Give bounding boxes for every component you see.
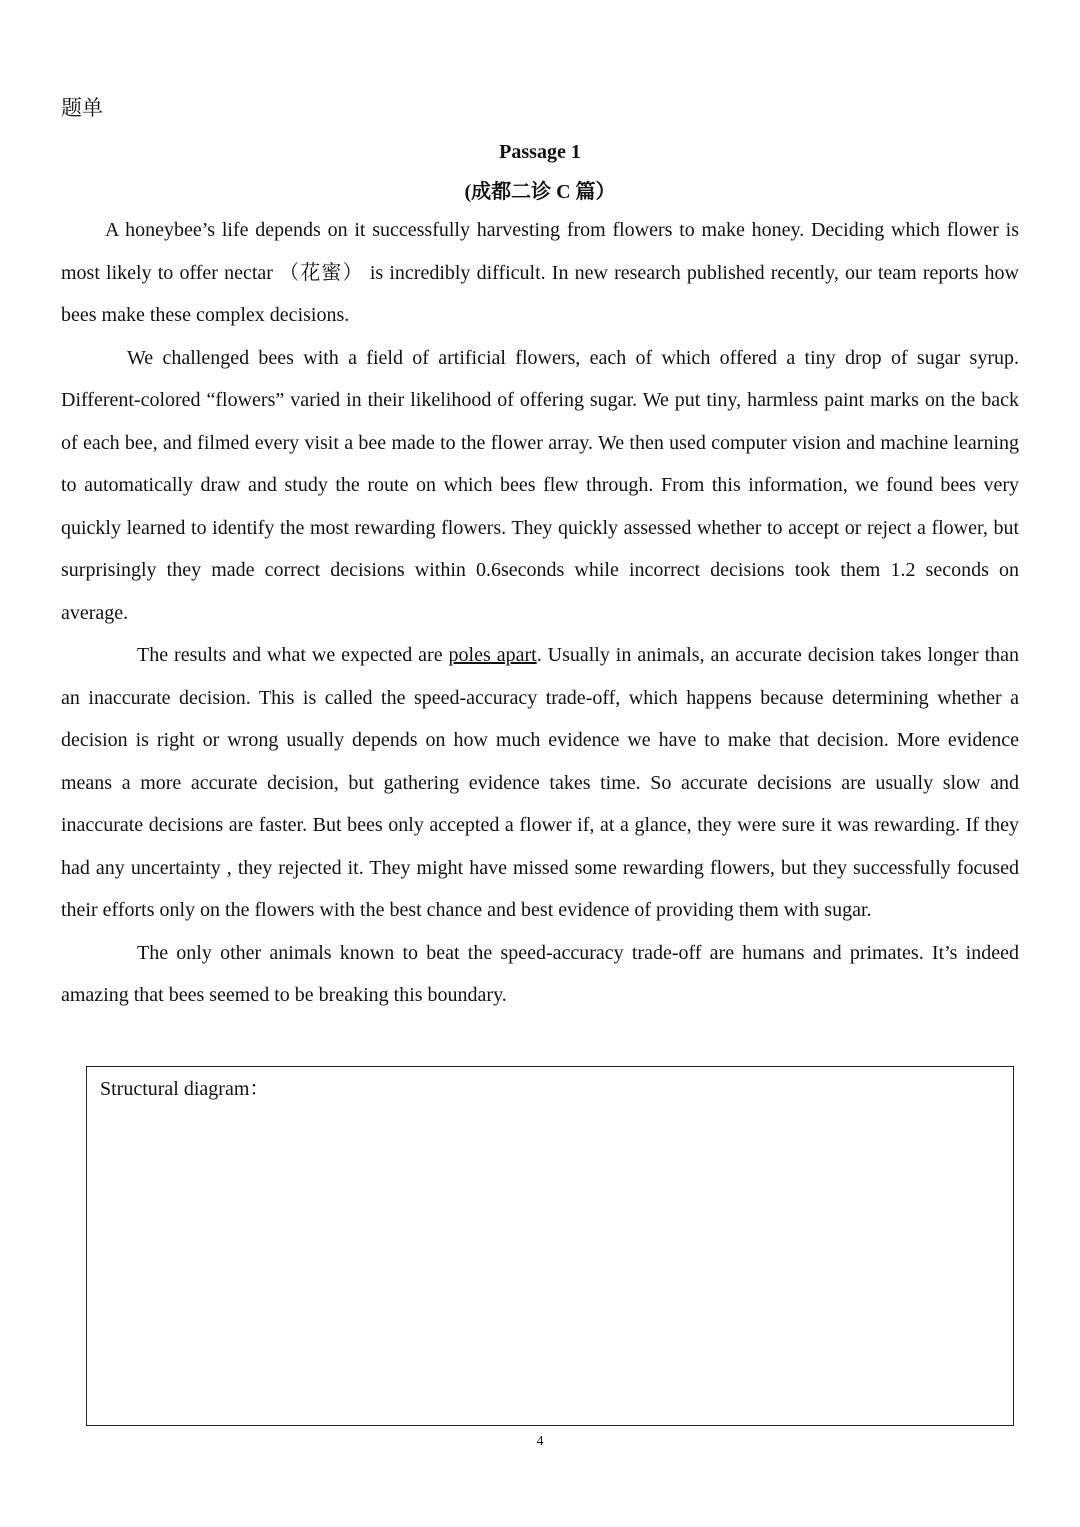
paragraph-3-text-start: The results and what we expected are bbox=[137, 644, 449, 666]
structural-diagram-label: Structural diagram： bbox=[100, 1078, 270, 1100]
paragraph-4: The only other animals known to beat the speed-accuracy trade-off are humans and primates. It’s indeed amazing that bees seemed to be breaking this boundary. bbox=[61, 941, 1019, 1006]
underlined-phrase: poles apart bbox=[448, 644, 537, 666]
paragraph-1: A honeybee’s life depends on it successfully harvesting from flowers to make honey. Deciding which flower is most likely to offer nectar （花蜜） is incredibly difficult. In new research published recently, our team reports how bees make these complex decisions. bbox=[61, 219, 1019, 326]
paragraph-2: We challenged bees with a field of artificial flowers, each of which offered a tiny drop of sugar syrup. Different-colored “flowers” varied in their likelihood of offering sugar. We put tiny, harmless paint marks on the back of each bee, and filmed every visit a bee made to the flower array. We then used computer vision and machine learning to automatically draw and study the route on which bees flew through. From this information, we found bees very quickly learned to identify the most rewarding flowers. They quickly assessed whether to accept or reject a flower, but surprisingly they made correct decisions within 0.6seconds while incorrect decisions took them 1.2 seconds on average. bbox=[61, 346, 1019, 624]
passage-title: Passage 1 bbox=[499, 141, 581, 163]
page-number: 4 bbox=[536, 1434, 544, 1449]
structural-diagram-box[interactable] bbox=[86, 1066, 1014, 1426]
passage-body bbox=[61, 209, 1019, 1017]
paragraph-3-text-end: . Usually in animals, an accurate decision takes longer than an inaccurate decision. This is called the speed-accuracy trade-off, which happens because determining whether a decision is right or wrong usually depends on how much evidence we have to make that decision. More evidence means a more accurate decision, but gathering evidence takes time. So accurate decisions are usually slow and inaccurate decisions are faster. But bees only accepted a flower if, at a glance, they were sure it was rewarding. If they had any uncertainty , they rejected it. They might have missed some rewarding flowers, but they successfully focused their efforts only on the flowers with the best chance and best evidence of providing them with sugar. bbox=[61, 644, 1019, 921]
passage-source: (成都二诊 C 篇） bbox=[464, 181, 616, 203]
paragraph-3 bbox=[61, 634, 1019, 932]
header-label: 题单 bbox=[61, 96, 103, 120]
